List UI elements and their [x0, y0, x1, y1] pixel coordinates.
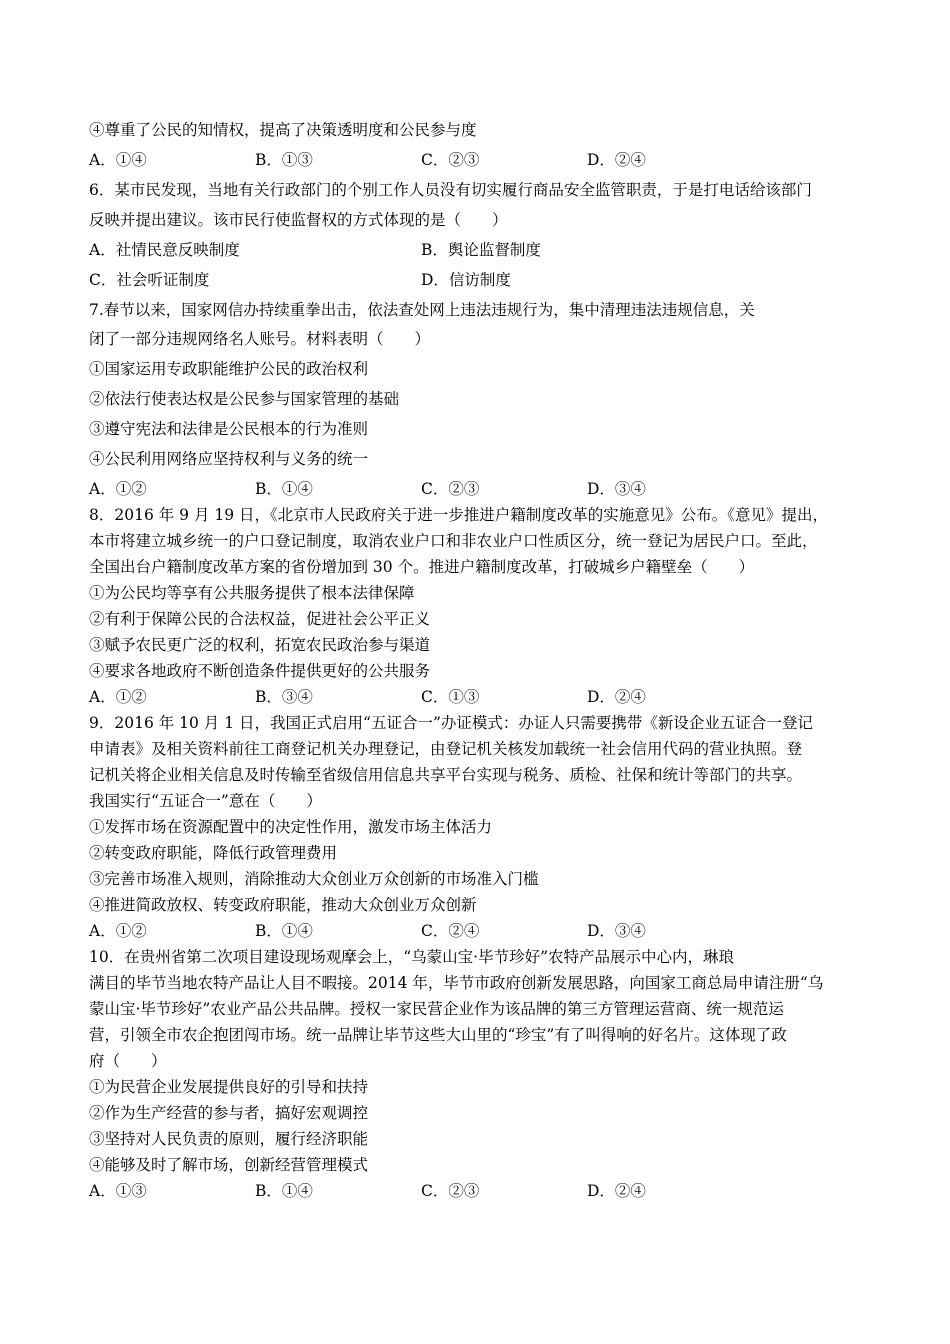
q7-stem-line-1: 7.春节以来，国家网信办持续重拳出击，依法查处网上违法违规行为，集中清理违法违规信息，关 — [89, 301, 755, 319]
q7-option-d: D．③④ — [587, 480, 646, 498]
q9-stem-line-4: 我国实行“五证合一”意在（ ） — [89, 792, 322, 810]
q8-statement-3: ③赋予农民更广泛的权利，拓宽农民政治参与渠道 — [89, 636, 431, 654]
q6-option-b: B．舆论监督制度 — [421, 241, 541, 259]
q10-statement-2: ②作为生产经营的参与者，搞好宏观调控 — [89, 1104, 369, 1122]
q7-statement-2: ②依法行使表达权是公民参与国家管理的基础 — [89, 390, 400, 408]
q9-option-d: D．③④ — [587, 922, 646, 940]
q5-option-d: D．②④ — [587, 151, 646, 169]
q10-statement-4: ④能够及时了解市场，创新经营管理模式 — [89, 1156, 369, 1174]
q7-statement-4: ④公民利用网络应坚持权利与义务的统一 — [89, 450, 369, 468]
q10-stem-line-3: 蒙山宝·毕节珍好”农业产品公共品牌。授权一家民营企业作为该品牌的第三方管理运营商、统一规范运 — [89, 1000, 784, 1018]
q10-stem-line-4: 营，引领全市农企抱团闯市场。统一品牌让毕节这些大山里的“珍宝”有了叫得响的好名片。这体现了政 — [89, 1026, 787, 1044]
q9-statement-4: ④推进简政放权、转变政府职能，推动大众创业万众创新 — [89, 896, 477, 914]
q7-stem-line-2: 闭了一部分违规网络名人账号。材料表明（ ） — [89, 330, 431, 348]
q9-option-c: C．②④ — [421, 922, 480, 940]
q8-statement-1: ①为公民均等享有公共服务提供了根本法律保障 — [89, 584, 415, 602]
q5-option-a: A．①④ — [89, 151, 147, 169]
q8-option-b: B．③④ — [255, 688, 313, 706]
q8-stem-line-3: 全国出台户籍制度改革方案的省份增加到 30 个。推进户籍制度改革，打破城乡户籍壁垒（ ） — [89, 558, 755, 576]
q9-stem-line-3: 记机关将企业相关信息及时传输至省级信用信息共享平台实现与税务、质检、社保和统计等部门的共享。 — [89, 766, 803, 784]
q6-stem-line-1: 6．某市民发现，当地有关行政部门的个别工作人员没有切实履行商品安全监管职责，于是打电话给该部门 — [89, 181, 812, 199]
q10-stem-line-2: 满目的毕节当地农特产品让人目不暇接。2014 年，毕节市政府创新发展思路，向国家工商总局申请注册“乌 — [89, 974, 824, 992]
q7-option-c: C．②③ — [421, 480, 480, 498]
q9-statement-2: ②转变政府职能，降低行政管理费用 — [89, 844, 338, 862]
q10-statement-1: ①为民营企业发展提供良好的引导和扶持 — [89, 1078, 369, 1096]
q8-statement-2: ②有利于保障公民的合法权益，促进社会公平正义 — [89, 610, 431, 628]
q8-statement-4: ④要求各地政府不断创造条件提供更好的公共服务 — [89, 662, 431, 680]
q10-option-c: C．②③ — [421, 1182, 480, 1200]
q6-option-c: C．社会听证制度 — [89, 271, 210, 289]
q10-statement-3: ③坚持对人民负责的原则，履行经济职能 — [89, 1130, 369, 1148]
q6-option-a: A．社情民意反映制度 — [89, 241, 240, 259]
q8-stem-line-1: 8．2016 年 9 月 19 日，《北京市人民政府关于进一步推进户籍制度改革的实施意见》公布。《意见》提出， — [89, 506, 829, 524]
q7-option-b: B．①④ — [255, 480, 313, 498]
q8-options — [89, 687, 849, 707]
q8-option-d: D．②④ — [587, 688, 646, 706]
q6-options-row-2 — [89, 270, 849, 290]
q10-options — [89, 1181, 849, 1201]
q9-option-a: A．①② — [89, 922, 147, 940]
q10-option-d: D．②④ — [587, 1182, 646, 1200]
q5-option-b: B．①③ — [255, 151, 313, 169]
q9-option-b: B．①④ — [255, 922, 313, 940]
q7-statement-1: ①国家运用专政职能维护公民的政治权利 — [89, 360, 369, 378]
q8-option-c: C．①③ — [421, 688, 480, 706]
q6-stem-line-2: 反映并提出建议。该市民行使监督权的方式体现的是（ ） — [89, 211, 508, 229]
q6-options-row-1 — [89, 240, 849, 260]
q10-stem-line-1: 10．在贵州省第二次项目建设现场观摩会上，“乌蒙山宝·毕节珍好”农特产品展示中心内，琳琅 — [89, 948, 735, 966]
q10-stem-line-5: 府（ ） — [89, 1052, 167, 1070]
q10-option-a: A．①③ — [89, 1182, 147, 1200]
q7-options — [89, 479, 849, 499]
q9-options — [89, 921, 849, 941]
q6-option-d: D．信访制度 — [421, 271, 511, 289]
q5-statement-4: ④尊重了公民的知情权，提高了决策透明度和公民参与度 — [89, 121, 477, 139]
q5-options — [89, 150, 849, 170]
q7-statement-3: ③遵守宪法和法律是公民根本的行为准则 — [89, 420, 369, 438]
q8-option-a: A．①② — [89, 688, 147, 706]
q9-stem-line-1: 9．2016 年 10 月 1 日，我国正式启用“五证合一”办证模式：办证人只需要携带《新设企业五证合一登记 — [89, 714, 813, 732]
q5-option-c: C．②③ — [421, 151, 480, 169]
q7-option-a: A．①② — [89, 480, 147, 498]
q9-statement-3: ③完善市场准入规则，消除推动大众创业万众创新的市场准入门槛 — [89, 870, 539, 888]
q8-stem-line-2: 本市将建立城乡统一的户口登记制度，取消农业户口和非农业户口性质区分，统一登记为居民户口。至此， — [89, 532, 818, 550]
q9-stem-line-2: 申请表》及相关资料前往工商登记机关办理登记，由登记机关核发加载统一社会信用代码的营业执照。登 — [89, 740, 803, 758]
q10-option-b: B．①④ — [255, 1182, 313, 1200]
q9-statement-1: ①发挥市场在资源配置中的决定性作用，激发市场主体活力 — [89, 818, 493, 836]
